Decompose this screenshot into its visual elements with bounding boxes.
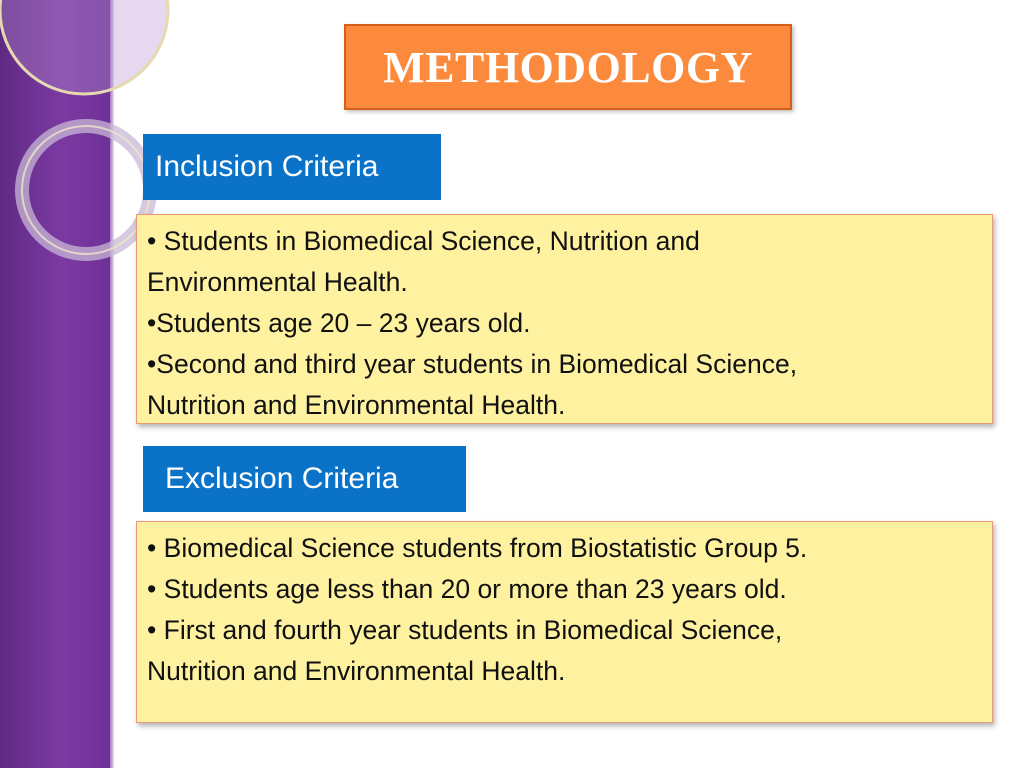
exclusion-line-1: • Biomedical Science students from Biostatistic Group 5. — [147, 533, 808, 563]
inclusion-line-4: •Second and third year students in Biomedical Science, — [147, 349, 798, 379]
inclusion-line-5: Nutrition and Environmental Health. — [147, 390, 566, 420]
inclusion-line-1: • Students in Biomedical Science, Nutrition and — [147, 226, 700, 256]
inclusion-line-3: •Students age 20 – 23 years old. — [147, 308, 531, 338]
inclusion-criteria-heading: Inclusion Criteria — [143, 134, 441, 200]
exclusion-criteria-heading: Exclusion Criteria — [143, 446, 466, 512]
inclusion-line-2: Environmental Health. — [147, 267, 408, 297]
middle-ring-highlight — [22, 126, 150, 254]
exclusion-line-2: • Students age less than 20 or more than 23 years old. — [147, 574, 787, 604]
exclusion-criteria-box — [136, 521, 993, 723]
page-title: METHODOLOGY — [383, 42, 753, 92]
large-ring — [0, 0, 168, 94]
title-banner — [344, 24, 792, 110]
exclusion-line-4: Nutrition and Environmental Health. — [147, 656, 566, 686]
inclusion-criteria-box — [136, 214, 993, 424]
exclusion-line-3: • First and fourth year students in Biomedical Science, — [147, 615, 783, 645]
